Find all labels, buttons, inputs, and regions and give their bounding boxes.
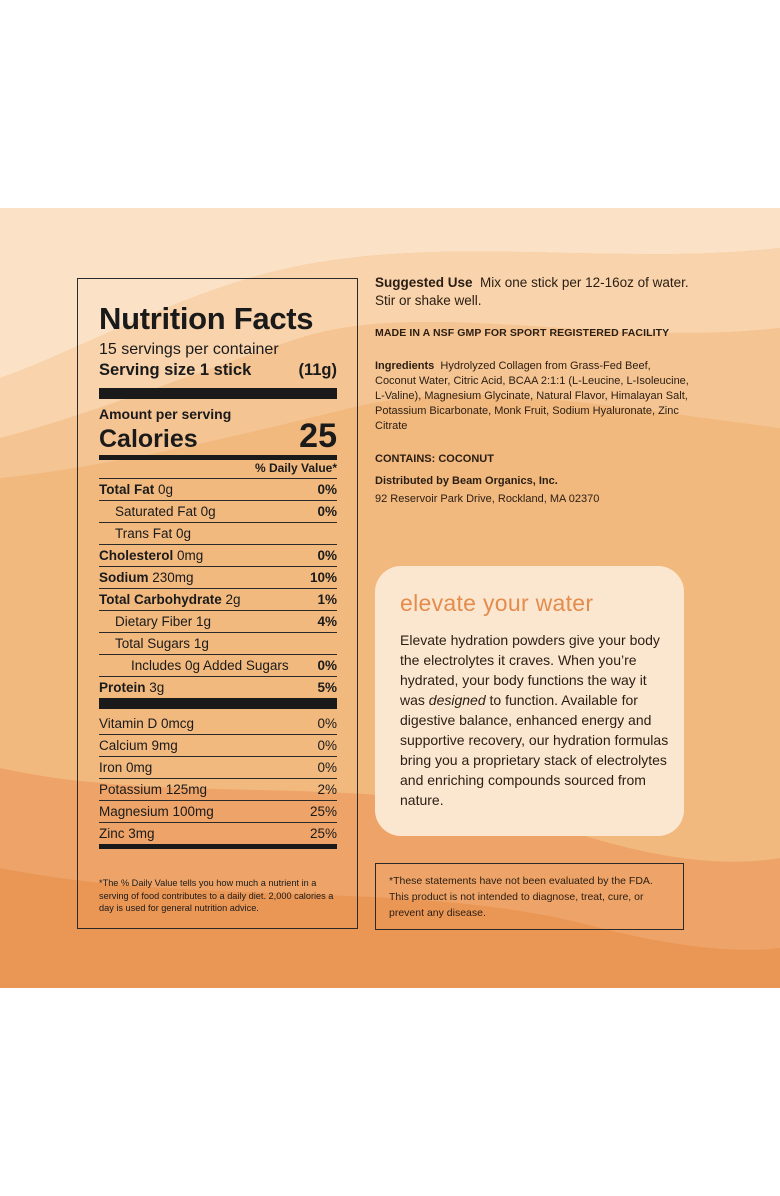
card-title: elevate your water bbox=[400, 590, 594, 616]
nutrient-row-total-fat: Total Fat 0g 0% bbox=[99, 478, 337, 500]
vitamin-row: Iron 0mg 0% bbox=[99, 756, 337, 778]
suggested-use-label: Suggested Use bbox=[375, 275, 473, 290]
serving-size bbox=[99, 361, 337, 380]
vitamin-row: Calcium 9mg 0% bbox=[99, 734, 337, 756]
nutrition-title: Nutrition Facts bbox=[99, 301, 314, 336]
card-body: Elevate hydration powders give your body the electrolytes it craves. When you’re hydrated, your body functions the way it was designed to function. Available for digestive balance, enhanced energy and supportive recovery, our hydration formulas bring you a proprietary stack of electrolytes and enriching compounds sourced from nature. bbox=[400, 632, 669, 808]
nutrient-row-sodium: Sodium 230mg 10% bbox=[99, 566, 337, 588]
ingredients-label: Ingredients bbox=[375, 360, 435, 372]
calories-value: 25 bbox=[299, 417, 337, 455]
distributor-name: Distributed by Beam Organics, Inc. bbox=[375, 475, 558, 487]
facility-statement: MADE IN A NSF GMP FOR SPORT REGISTERED FACILITY bbox=[375, 327, 670, 339]
calories-row bbox=[99, 417, 337, 456]
serving-size-value: (11g) bbox=[298, 361, 337, 379]
vitamin-row: Zinc 3mg 25% bbox=[99, 822, 337, 844]
nutrient-row-trans-fat: Trans Fat 0g bbox=[99, 522, 337, 544]
serving-size-label: Serving size 1 stick bbox=[99, 361, 252, 379]
daily-value-header: % Daily Value* bbox=[254, 461, 337, 475]
medium-divider bbox=[99, 844, 337, 849]
nutrient-row-added-sugars: Includes 0g Added Sugars 0% bbox=[99, 654, 337, 676]
servings-per-container: 15 servings per container bbox=[99, 341, 279, 358]
nutrient-row-saturated-fat: Saturated Fat 0g 0% bbox=[99, 500, 337, 522]
vitamin-row: Magnesium 100mg 25% bbox=[99, 800, 337, 822]
nutrient-row-cholesterol: Cholesterol 0mg 0% bbox=[99, 544, 337, 566]
thick-divider bbox=[99, 698, 337, 709]
medium-divider bbox=[99, 455, 337, 460]
nutrient-row-total-sugars: Total Sugars 1g bbox=[99, 632, 337, 654]
ingredients bbox=[375, 359, 690, 434]
calories-label: Calories bbox=[99, 425, 198, 453]
distributor bbox=[375, 474, 695, 507]
vitamin-row: Vitamin D 0mcg 0% bbox=[99, 715, 337, 731]
fda-disclaimer: *These statements have not been evaluated by the FDA. This product is not intended to diagnose, treat, cure, or prevent any disease. bbox=[375, 863, 684, 930]
nutrition-facts-label bbox=[77, 278, 358, 929]
ingredients-text: Hydrolyzed Collagen from Grass-Fed Beef, Coconut Water, Citric Acid, BCAA 2:1:1 (L-Leucine, L-Isoleucine, L-Valine), Magnesium Glycinate, Natural Flavor, Himalayan Salt, Potassium Bicarbonate, Monk Fruit, Sodium Hyaluronate, Zinc Citrate bbox=[375, 360, 689, 432]
suggested-use-text: Mix one stick per 12-16oz of water. Stir or shake well. bbox=[375, 275, 689, 308]
distributor-address: 92 Reservoir Park Drive, Rockland, MA 02370 bbox=[375, 493, 600, 505]
elevate-card bbox=[375, 566, 684, 836]
thick-divider bbox=[99, 388, 337, 399]
suggested-use bbox=[375, 274, 705, 310]
amount-per-serving: Amount per serving bbox=[99, 406, 232, 422]
allergen-statement: CONTAINS: COCONUT bbox=[375, 453, 494, 465]
vitamin-row: Potassium 125mg 2% bbox=[99, 778, 337, 800]
nutrient-row-total-carbohydrate: Total Carbohydrate 2g 1% bbox=[99, 588, 337, 610]
nutrient-row-protein: Protein 3g 5% bbox=[99, 676, 337, 698]
nutrient-row-dietary-fiber: Dietary Fiber 1g 4% bbox=[99, 610, 337, 632]
daily-value-footnote: *The % Daily Value tells you how much a nutrient in a serving of food contributes to a daily diet. 2,000 calories a day is used for general nutrition advice. bbox=[99, 878, 334, 913]
